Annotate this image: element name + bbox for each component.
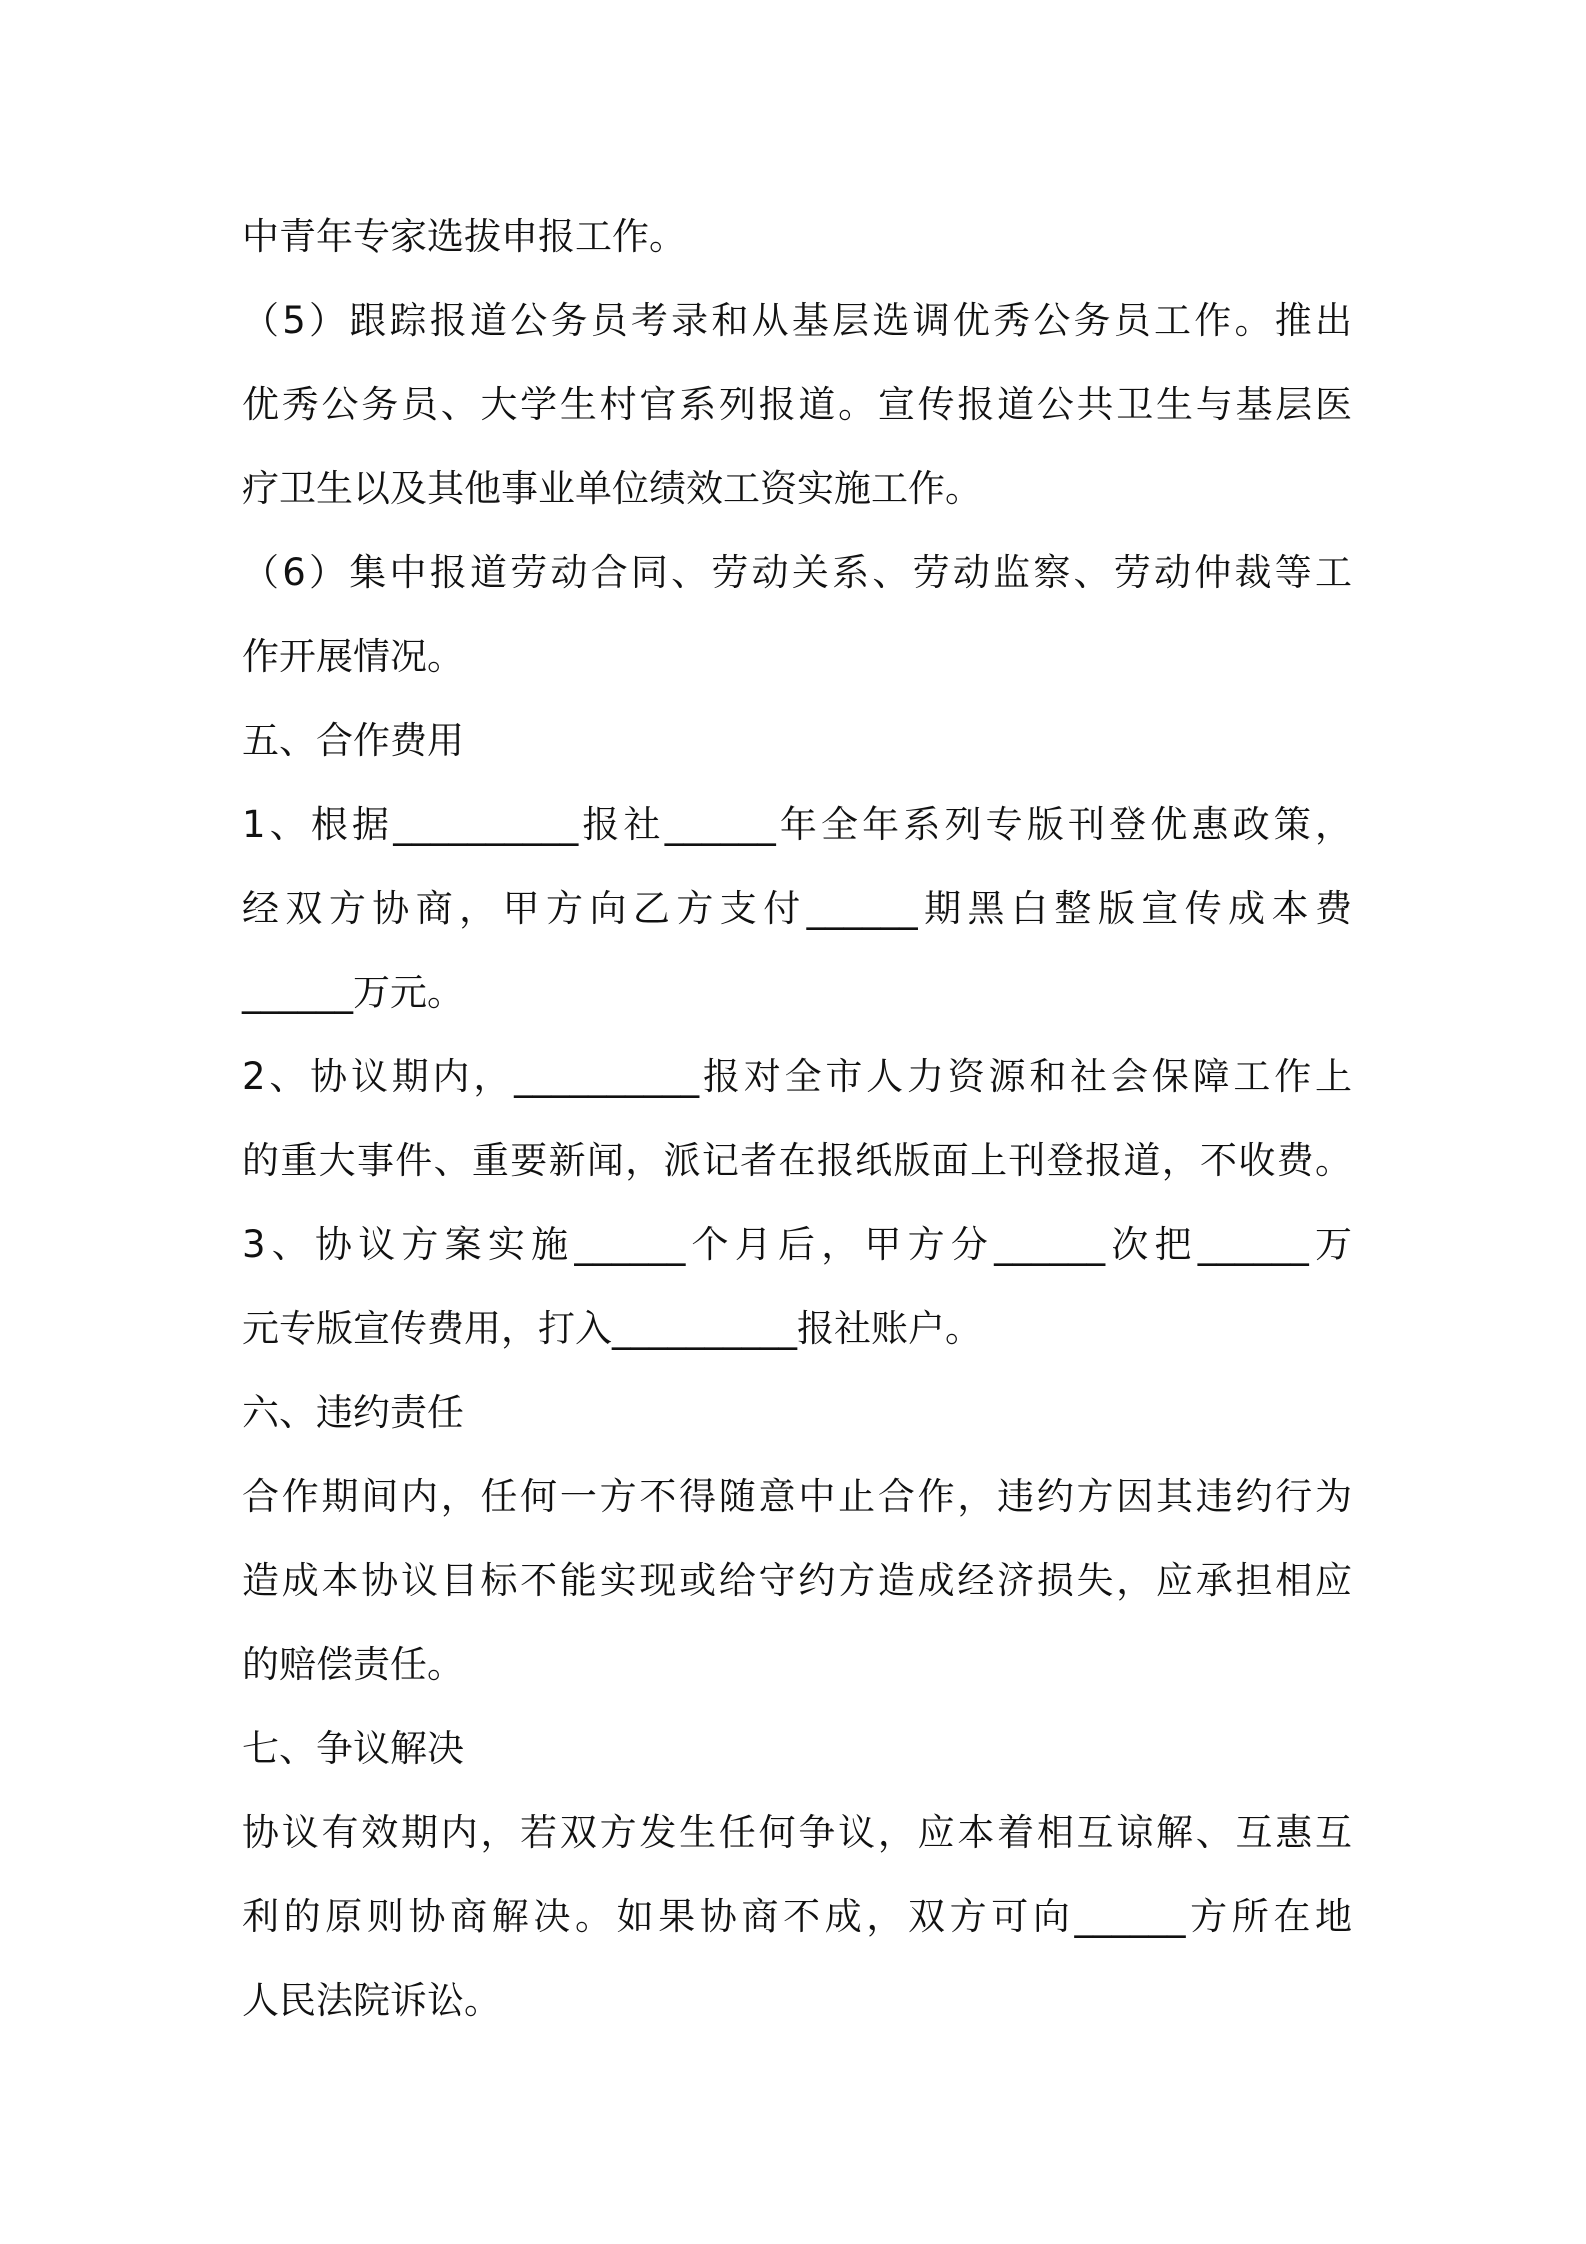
text-line: 优秀公务员、大学生村官系列报道。宣传报道公共卫生与基层医 — [242, 383, 1352, 426]
text-line: 疗卫生以及其他事业单位绩效工资实施工作。 — [242, 467, 982, 510]
text-line: 利的原则协商解决。如果协商不成，双方可向______方所在地 — [242, 1895, 1352, 1938]
text-line: （5）跟踪报道公务员考录和从基层选调优秀公务员工作。推出 — [242, 299, 1352, 342]
text-line: 人民法院诉讼。 — [242, 1979, 501, 2022]
section-heading: 五、合作费用 — [242, 719, 464, 762]
text-line: 2、协议期内，__________报对全市人力资源和社会保障工作上 — [242, 1055, 1352, 1098]
section-heading: 六、违约责任 — [242, 1391, 464, 1434]
text-line: ______万元。 — [242, 971, 464, 1014]
text-line: 中青年专家选拔申报工作。 — [242, 215, 686, 258]
text-line: 经双方协商，甲方向乙方支付______期黑白整版宣传成本费 — [242, 887, 1352, 930]
text-line: 的赔偿责任。 — [242, 1643, 464, 1686]
document-body — [242, 195, 1352, 2043]
section-heading: 七、争议解决 — [242, 1727, 464, 1770]
text-line: （6）集中报道劳动合同、劳动关系、劳动监察、劳动仲裁等工 — [242, 551, 1352, 594]
text-line: 的重大事件、重要新闻，派记者在报纸版面上刊登报道，不收费。 — [242, 1139, 1352, 1182]
text-line: 元专版宣传费用，打入__________报社账户。 — [242, 1307, 982, 1350]
text-line: 合作期间内，任何一方不得随意中止合作，违约方因其违约行为 — [242, 1475, 1352, 1518]
text-line: 1、根据__________报社______年全年系列专版刊登优惠政策， — [242, 803, 1352, 846]
text-line: 协议有效期内，若双方发生任何争议，应本着相互谅解、互惠互 — [242, 1811, 1352, 1854]
text-line: 造成本协议目标不能实现或给守约方造成经济损失，应承担相应 — [242, 1559, 1352, 1602]
text-line: 3、协议方案实施______个月后，甲方分______次把______万 — [242, 1223, 1352, 1266]
text-line: 作开展情况。 — [242, 635, 464, 678]
